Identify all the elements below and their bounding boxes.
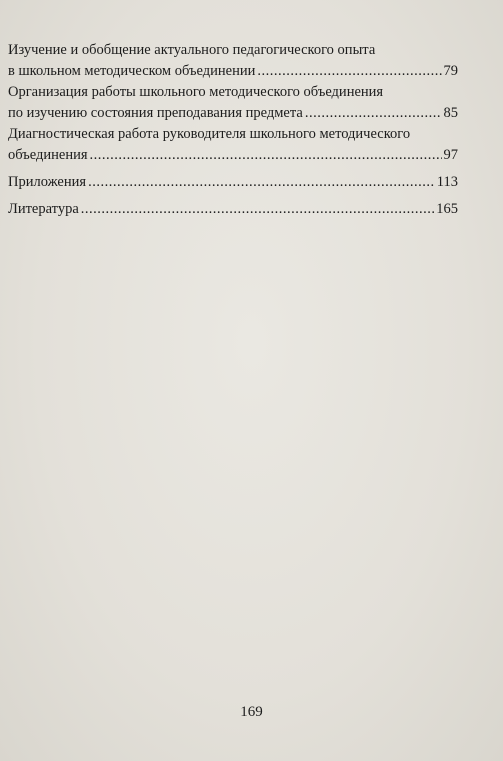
dot-leader <box>90 145 442 166</box>
toc-entry-leader-line <box>8 199 458 220</box>
toc-entry-leader-line <box>8 61 458 82</box>
dot-leader <box>81 199 434 220</box>
toc-entry <box>8 172 458 193</box>
toc-entry-leader-line <box>8 145 458 166</box>
dot-leader <box>257 61 441 82</box>
toc-entry-title-end: объединения <box>8 147 88 163</box>
toc-entry <box>8 40 458 82</box>
page-number: 169 <box>240 704 263 720</box>
toc-entry <box>8 199 458 220</box>
toc-entry-leader-line <box>8 103 458 124</box>
toc-entry-title-end: по изучению состояния преподавания предмета <box>8 105 303 121</box>
table-of-contents <box>8 40 458 220</box>
toc-entry-page: 165 <box>436 201 458 217</box>
toc-entry-page: 79 <box>443 63 458 79</box>
toc-entry-title-line: Изучение и обобщение актуального педагогического опыта <box>8 42 376 58</box>
dot-leader <box>88 172 435 193</box>
toc-entry-page: 85 <box>443 105 458 121</box>
toc-entry-title-end: в школьном методическом объединении <box>8 63 256 79</box>
toc-entry-title-line: Диагностическая работа руководителя школьного методического <box>8 126 411 142</box>
toc-entry-leader-line <box>8 172 458 193</box>
toc-entry-title-end: Приложения <box>8 174 87 190</box>
toc-entry-page: 113 <box>436 174 458 190</box>
toc-entry-title-line: Организация работы школьного методического объединения <box>8 84 384 100</box>
toc-entry <box>8 82 458 124</box>
toc-entry-title-end: Литература <box>8 201 79 217</box>
toc-entry <box>8 124 458 166</box>
dot-leader <box>305 103 442 124</box>
toc-entry-page: 97 <box>443 147 458 163</box>
